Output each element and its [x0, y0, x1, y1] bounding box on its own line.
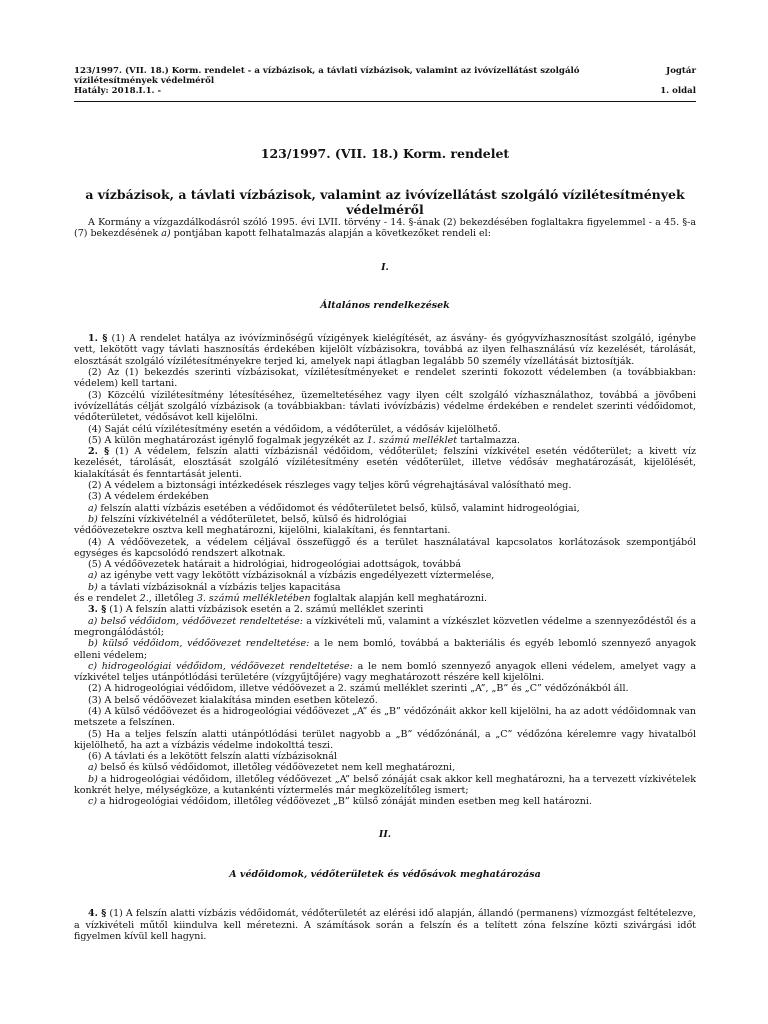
paragraph-text: (1) A rendelet hatálya az ivóvízminőségű vízigények kielégítését, az ásvány- és gyógyvízhasznosítást szolgáló, igénybe vett, lekötött vagy távlati hasznosítás érdekében kijelölt vízbázisokra, továbbá az ilyen felhasználású víz kezelését, tárolását, elosztását szolgáló vízilétesítményekre terjed ki, amelyek napi átlagban legalább 50 személy vízellátását biztosítják.: [74, 333, 696, 367]
section-title-2: A védőidomok, védőterületek és védősávok meghatározása: [229, 868, 541, 880]
paragraph-text: és e rendelet: [74, 593, 140, 605]
paragraph-2-3-a: [74, 503, 696, 514]
document-title: a vízbázisok, a távlati vízbázisok, valamint az ivóvízellátást szolgáló vízilétesítmények védelméről: [85, 187, 685, 217]
paragraph-text-end: tartalmazza.: [457, 434, 521, 446]
point-label: a) belső védőidom, védőövezet rendeltetése:: [88, 615, 303, 627]
page-header: [74, 66, 696, 96]
paragraph-2-1: [74, 446, 696, 480]
header-effective-date: Hatály: 2018.I.1. -: [74, 86, 162, 96]
paragraph-2-3-closing: védőövezetekre osztva kell meghatározni, kijelölni, kialakítani, és fenntartani.: [74, 525, 451, 537]
header-left: [74, 66, 634, 96]
paragraph-2-5-b: [74, 582, 696, 593]
paragraph-2-5-closing: [74, 593, 696, 604]
paragraph-3-4: (4) A külső védőövezet és a hidrogeológiai védőövezet „A” és „B” védőzónáit akkor kell kijelölni, ha az adott védőidomnak van metszete a felszínen.: [74, 705, 696, 729]
point-label: b): [88, 581, 98, 593]
section-mark-3: 3. §: [88, 604, 107, 616]
point-label: c): [88, 796, 98, 808]
point-label: a): [88, 502, 98, 514]
paragraph-3-1-c: [74, 661, 696, 684]
paragraph-2-5-a: [74, 570, 696, 581]
document-number: 123/1997. (VII. 18.) Korm. rendelet: [260, 146, 510, 161]
preamble-point-ref: a): [161, 228, 171, 240]
paragraph-text-end: foglaltak alapján kell meghatározni.: [310, 593, 488, 605]
paragraph-text: illetőleg: [151, 593, 197, 605]
section-number-1: I.: [381, 261, 389, 273]
paragraph-1-1: [74, 333, 696, 367]
document-page: [74, 66, 696, 942]
point-text: a hidrogeológiai védőidom, illetőleg védőövezet „A” belső zónáját csak akkor kell meghatározni, ha a tervezett vízkivételek konkrét helye, mélységköze, a kutankénti víztermelés már megközelítőleg ismert;: [74, 773, 696, 797]
paragraph-3-1-b: [74, 638, 696, 661]
paragraph-2-2: (2) A védelem a biztonsági intézkedések részleges vagy teljes körű végrehajtásával valósítható meg.: [88, 480, 572, 492]
header-right: [660, 66, 696, 96]
header-page-number: 1. oldal: [660, 86, 696, 96]
annex-reference: 2.,: [139, 593, 152, 605]
point-text: a le nem bomló, továbbá a bakteriális és egyéb lebomló szennyező anyagok elleni védelem;: [74, 638, 696, 661]
paragraph-3-2: (2) A hidrogeológiai védőidom, illetve védőövezet a 2. számú melléklet szerinti „A”, „B” és „C” védőzónákból áll.: [88, 683, 629, 695]
point-label: b): [88, 513, 98, 525]
preamble: [74, 217, 696, 240]
paragraph-3-6-c: [74, 796, 696, 807]
paragraph-1-4: (4) Saját célú vízilétesítmény esetén a védőidom, a védőterület, a védősáv kijelölhető.: [88, 423, 501, 435]
point-label: c) hidrogeológiai védőidom, védőövezet rendeltetése:: [88, 660, 353, 672]
preamble-text: A Kormány a vízgazdálkodásról szóló 1995. évi LVII. törvény - 14. §-ának (2) bekezdésében foglaltakra figyelemmel - a 45. §-a (7) bekezdésének: [74, 217, 696, 240]
paragraph-3-1: [74, 604, 696, 615]
section-mark-2: 2. §: [88, 446, 110, 458]
point-label: b) külső védőidom, védőövezet rendeltetése:: [88, 638, 310, 650]
paragraph-3-6: (6) A távlati és a lekötött felszín alatti vízbázisoknál: [88, 751, 337, 763]
paragraph-2-5: (5) A védőövezetek határait a hidrológiai, hidrogeológiai adottságok, továbbá: [88, 559, 461, 571]
annex-reference: 3. számú mellékletében: [196, 593, 311, 605]
paragraph-text: (1) A felszín alatti vízbázisok esetén a 2. számú melléklet szerinti: [106, 604, 424, 616]
preamble-text-end: pontjában kapott felhatalmazás alapján a következőket rendeli el:: [170, 228, 491, 240]
point-label: a): [88, 762, 98, 774]
paragraph-3-6-a: [74, 762, 696, 773]
section-title-1: Általános rendelkezések: [320, 299, 450, 311]
point-text: felszín alatti vízbázis esetében a védőidomot és védőterületet belső, külső, valamint hidrogeológiai,: [97, 502, 580, 514]
section-mark-4: 4. §: [88, 908, 107, 920]
paragraph-1-5: [74, 435, 696, 446]
header-divider: [74, 101, 696, 102]
annex-reference: 1. számú melléklet: [366, 434, 458, 446]
section-1-body: [74, 333, 696, 807]
point-text: a le nem bomló szennyező anyagok elleni védelem, amelyet vagy a vízkivétel teljes utánpótlódási területére (vízgyűjtőjére) vagy meghatározott részére kell kijelölni.: [74, 660, 696, 684]
paragraph-3-3: (3) A belső védőövezet kialakítása minden esetben kötelező.: [88, 694, 378, 706]
point-text: a vízkivételi mű, valamint a vízkészlet közvetlen védelme a szennyeződéstől és a megrongálódástól;: [74, 615, 696, 638]
paragraph-2-4: (4) A védőövezetek, a védelem céljával összefüggő és a terület használatával kapcsolatos korlátozások szempontjából egységes és kapcsolódó rendszert alkotnak.: [74, 536, 696, 559]
point-text: a távlati vízbázisoknál a vízbázis teljes kapacitása: [97, 581, 341, 593]
paragraph-1-3: (3) Közcélú vízilétesítmény létesítéséhez, üzemeltetéséhez vagy ilyen célt szolgáló vízhasználathoz, továbbá a jövőbeni ivóvízellátás célját szolgáló vízbázisok (a továbbiakban: távlati ivóvízbázis) védelme érdekében e rendelet szerinti védőidomot, védőterületet, védősávot kell kijelölni.: [74, 389, 696, 424]
paragraph-3-5: (5) Ha a teljes felszín alatti utánpótlódási terület nagyobb a „B” védőzónánál, a „C” védőzóna kérelemre vagy hivatalból kijelölhető, ha azt a vízbázis védelme indokolttá teszi.: [74, 728, 696, 751]
point-label: b): [88, 773, 98, 785]
header-brand: Jogtár: [666, 66, 696, 76]
point-text: felszíni vízkivételnél a védőterületet, belső, külső és hidrológiai: [97, 513, 407, 525]
paragraph-text: (5) A külön meghatározást igénylő fogalmak jegyzékét az: [88, 434, 367, 446]
paragraph-text: (1) A felszín alatti vízbázis védőidomát, védőterületét az elérési idő alapján, állandó (permanens) vízmozgást feltételezve, a vízkivételi műtől kiindulva kell méretezni. A számítások során a felszín és a telített zóna felszíne közti szivárgási időt figyelmen kívül kell hagyni.: [74, 908, 696, 942]
paragraph-1-2: (2) Az (1) bekezdés szerinti vízbázisokat, vízilétesítményeket e rendelet szerinti fokozott védelemben (a továbbiakban: védelem) kell tartani.: [74, 367, 696, 390]
header-document-title: 123/1997. (VII. 18.) Korm. rendelet - a vízbázisok, a távlati vízbázisok, valamint az ivóvízellátást szolgáló vízilétesítmények védelméről: [74, 66, 580, 86]
paragraph-3-1-a: [74, 616, 696, 639]
point-label: a): [88, 570, 98, 582]
paragraph-2-3-b: [74, 514, 696, 525]
point-text: az igénybe vett vagy lekötött vízbázisoknál a vízbázis engedélyezett víztermelése,: [97, 570, 495, 582]
paragraph-text: (1) A védelem, felszín alatti vízbázisnál védőidom, védőterület; felszíni vízkivétel esetén védőterület; a kivett víz kezelését, tárolását, elosztását szolgáló vízilétesítmény esetén védőterület, illetve védősáv meghatározását, kijelölését, kialakítását és fenntartását jelenti.: [74, 446, 696, 480]
section-number-2: II.: [378, 828, 392, 840]
paragraph-2-3: (3) A védelem érdekében: [88, 491, 209, 503]
section-mark-1: 1. §: [88, 333, 108, 345]
point-text: a hidrogeológiai védőidom, illetőleg védőövezet „B” külső zónáját minden esetben meg kell határozni.: [97, 796, 592, 808]
paragraph-4-1: [74, 908, 696, 942]
section-2-body: [74, 908, 696, 942]
point-text: belső és külső védőidomot, illetőleg védőövezetet nem kell meghatározni,: [97, 762, 456, 774]
paragraph-3-6-b: [74, 774, 696, 797]
